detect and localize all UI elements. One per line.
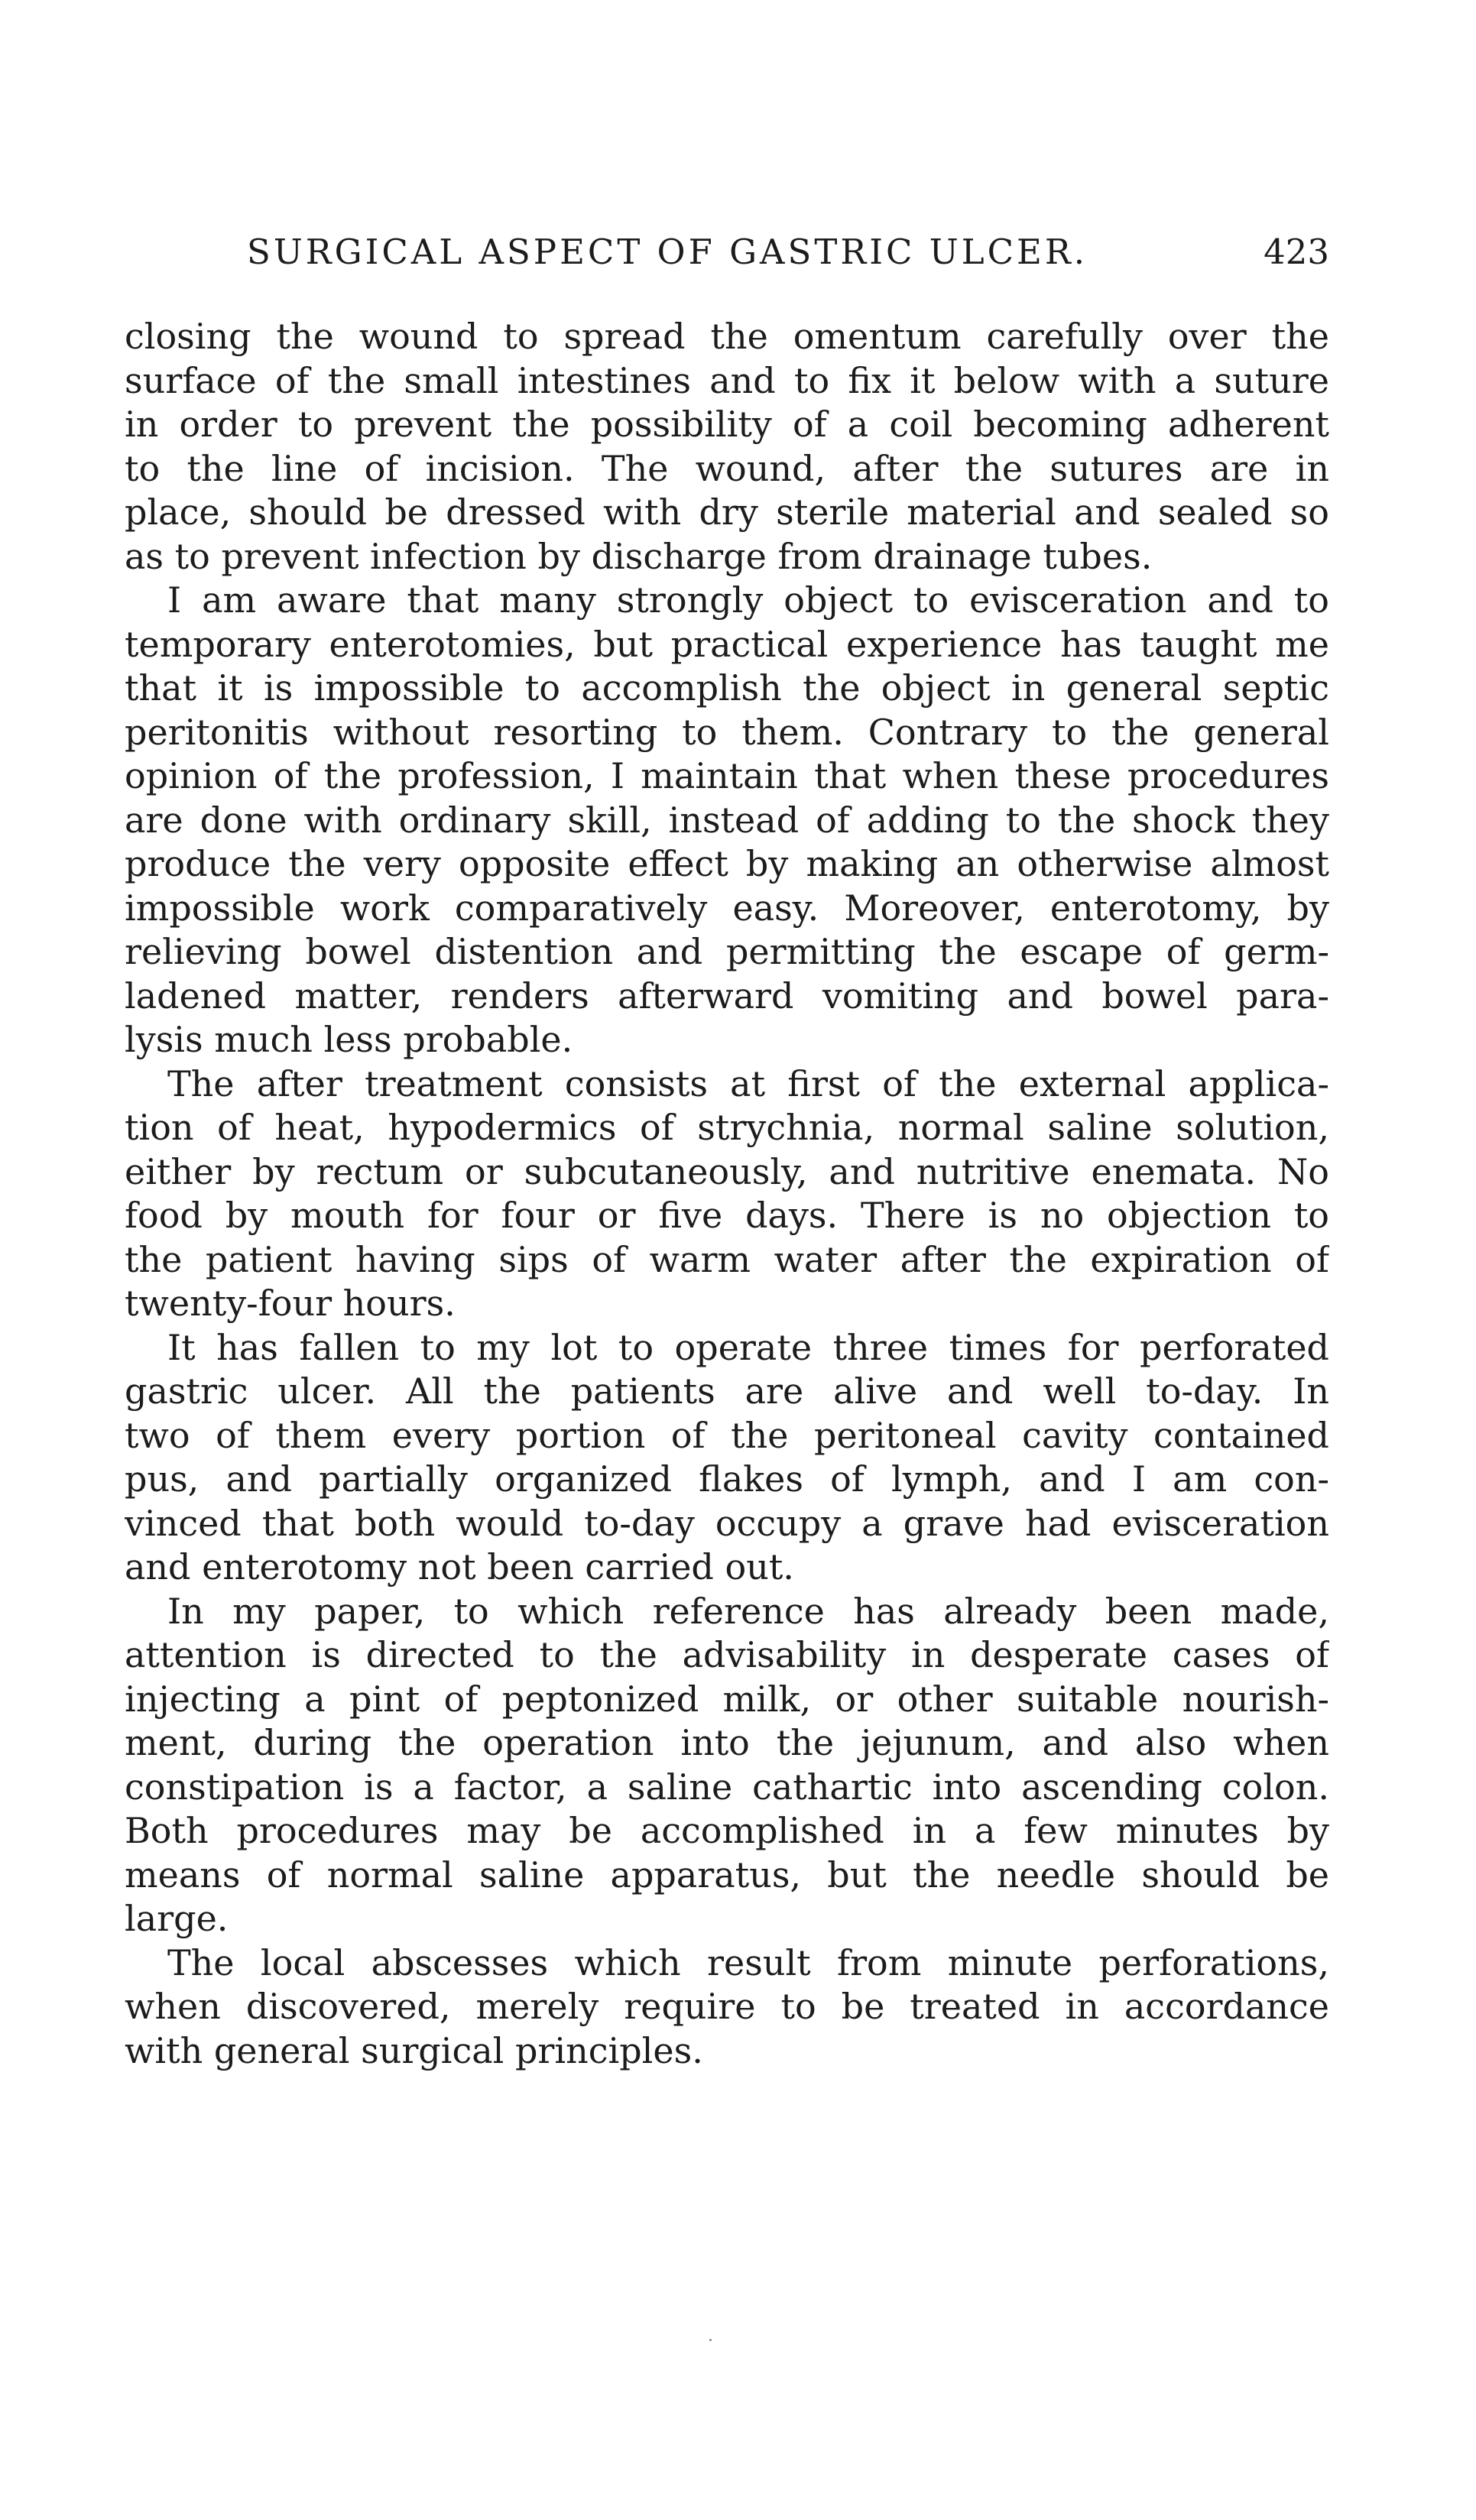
text-line: food by mouth for four or five days. There is no objection to	[125, 1195, 1329, 1236]
text-line: ladened matter, renders afterward vomiting and bowel para-	[125, 975, 1329, 1017]
text-line: It has fallen to my lot to operate three times for perforated	[167, 1326, 1329, 1368]
text-line: constipation is a factor, a saline cathartic into ascending colon.	[125, 1766, 1329, 1808]
text-line: The after treatment consists at first of the external applica-	[167, 1062, 1329, 1104]
text-line: means of normal saline apparatus, but the needle should be	[125, 1854, 1329, 1896]
text-line: peritonitis without resorting to them. Contrary to the general	[125, 711, 1329, 753]
text-line: gastric ulcer. All the patients are alive and well to-day. In	[125, 1370, 1329, 1412]
text-line: two of them every portion of the peritoneal cavity contained	[125, 1414, 1329, 1456]
page-number: 423	[1264, 232, 1329, 272]
text-line: the patient having sips of warm water after the expiration of	[125, 1238, 1329, 1280]
text-line: place, should be dressed with dry sterile material and sealed so	[125, 491, 1329, 533]
print-speck	[709, 2339, 712, 2341]
text-line: produce the very opposite effect by making an otherwise almost	[125, 843, 1329, 884]
text-line: The local abscesses which result from minute perforations,	[167, 1941, 1329, 1983]
text-line: in order to prevent the possibility of a coil becoming adherent	[125, 404, 1329, 445]
text-line: twenty-four hours.	[125, 1283, 456, 1324]
paragraph-1	[125, 315, 1329, 579]
text-line: are done with ordinary skill, instead of adding to the shock they	[125, 799, 1329, 841]
paragraph-4	[125, 1326, 1329, 1590]
paragraph-3	[125, 1062, 1329, 1326]
text-line: either by rectum or subcutaneously, and nutritive enemata. No	[125, 1150, 1329, 1192]
running-head	[125, 229, 1329, 275]
text-line: when discovered, merely require to be treated in accordance	[125, 1986, 1329, 2027]
text-line: ment, during the operation into the jejunum, and also when	[125, 1722, 1329, 1763]
text-line: pus, and partially organized flakes of lymph, and I am con-	[125, 1458, 1329, 1500]
text-line: and enterotomy not been carried out.	[125, 1546, 794, 1588]
text-line: opinion of the profession, I maintain that when these procedures	[125, 755, 1329, 796]
paragraph-5	[125, 1590, 1329, 1941]
text-line: closing the wound to spread the omentum carefully over the	[125, 316, 1329, 357]
text-line: that it is impossible to accomplish the object in general septic	[125, 667, 1329, 709]
text-line: lysis much less probable.	[125, 1019, 573, 1060]
text-line: Both procedures may be accomplished in a few minutes by	[125, 1810, 1329, 1851]
text-line: relieving bowel distention and permitting the escape of germ-	[125, 931, 1329, 972]
text-line: with general surgical principles.	[125, 2029, 703, 2071]
text-line: In my paper, to which reference has already been made,	[167, 1590, 1329, 1632]
text-line: attention is directed to the advisability in desperate cases of	[125, 1634, 1329, 1675]
text-line: as to prevent infection by discharge from drainage tubes.	[125, 535, 1153, 577]
text-line: to the line of incision. The wound, after the sutures are in	[125, 447, 1329, 489]
text-line: tion of heat, hypodermics of strychnia, normal saline solution,	[125, 1107, 1329, 1148]
text-line: vinced that both would to-day occupy a grave had evisceration	[125, 1502, 1329, 1544]
text-line: injecting a pint of peptonized milk, or other suitable nourish-	[125, 1678, 1329, 1720]
paragraph-2	[125, 579, 1329, 1062]
running-title: SURGICAL ASPECT OF GASTRIC ULCER.	[247, 232, 1088, 272]
body-text	[125, 315, 1329, 2073]
text-line: I am aware that many strongly object to evisceration and to	[167, 579, 1329, 621]
text-line: surface of the small intestines and to fix it below with a suture	[125, 359, 1329, 401]
paragraph-6	[125, 1941, 1329, 2074]
text-line: impossible work comparatively easy. Moreover, enterotomy, by	[125, 887, 1329, 929]
text-line: large.	[125, 1898, 229, 1939]
text-line: temporary enterotomies, but practical experience has taught me	[125, 623, 1329, 665]
